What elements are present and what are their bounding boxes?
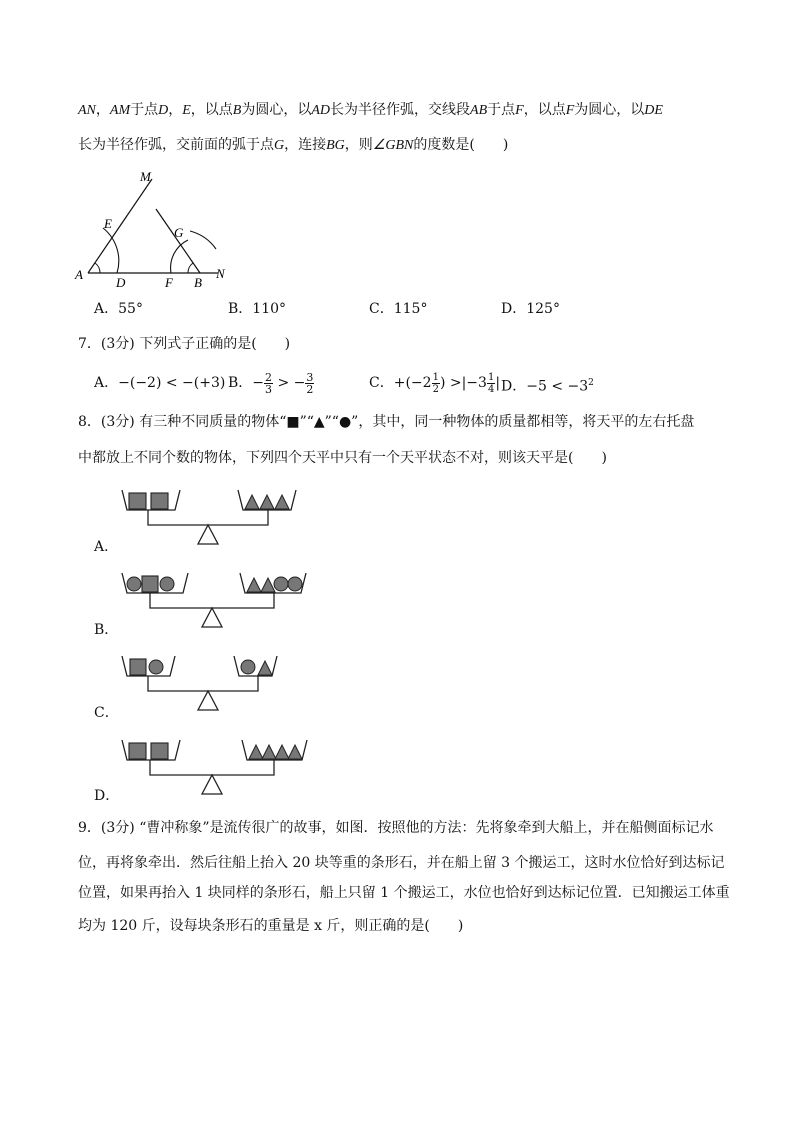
triangle-weight bbox=[275, 495, 289, 509]
q8-option-c[interactable]: C． bbox=[94, 705, 119, 721]
fraction bbox=[264, 372, 273, 395]
square-weight bbox=[151, 743, 168, 759]
angle-mark-a bbox=[95, 263, 100, 273]
triangle-weight bbox=[275, 745, 289, 759]
arc-fg bbox=[171, 240, 188, 273]
option-letter: C． bbox=[369, 301, 394, 317]
q9-line-2: 位，再将象牵出．然后往船上抬入 20 块等重的条形石，并在船上留 3 个搬运工，这时水位恰好到达标记 bbox=[78, 855, 725, 871]
q6-seg: ，以点 bbox=[523, 102, 566, 118]
denominator: 4 bbox=[487, 383, 495, 395]
option-text: 125° bbox=[526, 301, 560, 317]
q6-option-c[interactable] bbox=[369, 299, 427, 319]
triangle-weight bbox=[249, 745, 263, 759]
option-letter: D． bbox=[501, 378, 527, 395]
option-text: −5 < −3 bbox=[526, 378, 589, 395]
label-g: G bbox=[174, 225, 184, 240]
option-letter: A． bbox=[94, 301, 119, 317]
q6-seg: ，以点 bbox=[190, 102, 233, 118]
fulcrum bbox=[198, 525, 218, 544]
option-text: | bbox=[495, 375, 501, 391]
q6-seg-am: AM bbox=[109, 103, 131, 118]
triangle-weight bbox=[245, 495, 259, 509]
triangle-weight bbox=[261, 578, 275, 592]
triangle-weight bbox=[258, 661, 272, 675]
square-weight bbox=[130, 659, 146, 675]
q6-line-1 bbox=[78, 100, 663, 121]
circle-weight bbox=[127, 577, 141, 591]
option-text: +(−2 bbox=[393, 375, 432, 391]
square-weight bbox=[129, 493, 146, 509]
q7-option-d[interactable] bbox=[501, 373, 594, 397]
numerator: 3 bbox=[306, 370, 314, 384]
segment-bg bbox=[156, 209, 200, 273]
q8-stem-1: 8．(3分) 有三种不同质量的物体“■”“▲”“●”，其中，同一种物体的质量都相等，将天平的左右托盘 bbox=[78, 414, 695, 430]
q6-seg-ab: AB bbox=[470, 103, 488, 118]
fulcrum bbox=[202, 608, 222, 627]
balance-c-figure bbox=[118, 653, 280, 715]
fraction bbox=[432, 372, 440, 395]
circle-weight bbox=[160, 577, 174, 591]
label-e: E bbox=[104, 216, 112, 231]
option-text: − bbox=[252, 375, 265, 391]
q6-seg: ，则 bbox=[344, 137, 373, 153]
option-text: ) >|−3 bbox=[439, 375, 487, 391]
q6-seg-bg: BG bbox=[326, 138, 345, 153]
q8-option-d[interactable]: D． bbox=[94, 788, 120, 804]
option-text: > − bbox=[273, 375, 306, 391]
q9-line-3: 位置，如果再抬入 1 块同样的条形石，船上只留 1 个搬运工，水位也恰好到达标记位置．已知搬运工体重 bbox=[78, 885, 730, 901]
q6-seg-de: DE bbox=[644, 103, 663, 118]
option-letter: A． bbox=[94, 375, 119, 391]
triangle-weight bbox=[260, 495, 274, 509]
q8-option-b[interactable]: B． bbox=[94, 622, 119, 638]
square-weight bbox=[142, 576, 158, 592]
geometry-figure bbox=[70, 165, 240, 295]
option-text: 55° bbox=[118, 301, 143, 317]
q9-line-1: 9．(3分) “曹冲称象”是流传很广的故事，如图．按照他的方法：先将象牵到大船上，并在船侧面标记水 bbox=[78, 820, 714, 836]
q6-seg-f: F bbox=[515, 103, 524, 118]
angle-mark-b bbox=[188, 263, 193, 273]
q6-seg-d: D bbox=[158, 103, 169, 118]
q7-option-b[interactable] bbox=[228, 368, 314, 398]
exponent: 2 bbox=[588, 378, 594, 388]
balance-beam bbox=[150, 593, 274, 608]
square-weight bbox=[129, 743, 146, 759]
numerator: 1 bbox=[487, 371, 495, 383]
q6-option-a[interactable] bbox=[94, 299, 143, 319]
label-n: N bbox=[216, 266, 225, 281]
q6-seg-ad: AD bbox=[311, 103, 331, 118]
balance-beam bbox=[150, 760, 274, 775]
circle-weight bbox=[274, 577, 288, 591]
balance-beam bbox=[148, 676, 258, 691]
q6-seg-g: G bbox=[274, 138, 285, 153]
fulcrum bbox=[198, 691, 218, 710]
q7-stem: 7．(3分) 下列式子正确的是( ) bbox=[78, 336, 291, 352]
arc-g-intersect bbox=[190, 231, 216, 249]
q6-seg: ， bbox=[168, 102, 183, 118]
q7-option-a[interactable] bbox=[94, 373, 225, 393]
arc-de bbox=[103, 228, 119, 273]
q6-seg: 为圆心，以 bbox=[241, 102, 312, 118]
fulcrum bbox=[202, 775, 222, 794]
q6-seg: ，连接 bbox=[284, 137, 327, 153]
q6-seg: 于点 bbox=[130, 102, 159, 118]
square-weight bbox=[151, 493, 168, 509]
numerator: 2 bbox=[265, 370, 273, 384]
circle-weight bbox=[241, 660, 255, 674]
triangle-weight bbox=[262, 745, 276, 759]
q6-seg-e: E bbox=[182, 103, 191, 118]
q8-option-a[interactable]: A． bbox=[94, 539, 119, 555]
q6-seg: 长为半径作弧，交前面的弧于点 bbox=[78, 137, 274, 153]
label-m: M bbox=[140, 169, 151, 184]
denominator: 3 bbox=[265, 382, 273, 396]
numerator: 1 bbox=[432, 371, 439, 383]
balance-beam bbox=[148, 510, 268, 525]
option-text: −(−2) < −(+3) bbox=[118, 375, 226, 391]
circle-weight bbox=[149, 660, 163, 674]
denominator: 2 bbox=[306, 382, 314, 396]
option-text: 110° bbox=[252, 301, 287, 317]
q8-stem-2: 中都放上不同个数的物体，下列四个天平中只有一个天平状态不对，则该天平是( ) bbox=[78, 450, 607, 466]
q6-option-b[interactable] bbox=[228, 299, 286, 319]
q6-seg-f2: F bbox=[565, 103, 575, 118]
q6-seg-b: B bbox=[232, 103, 242, 118]
option-letter: C． bbox=[369, 375, 394, 391]
option-letter: D． bbox=[501, 301, 527, 317]
q6-seg: ， bbox=[95, 102, 110, 118]
balance-a-figure bbox=[118, 487, 300, 549]
q6-seg-angle: ∠GBN bbox=[372, 138, 414, 153]
q6-seg: 于点 bbox=[487, 102, 516, 118]
q7-option-c[interactable] bbox=[369, 368, 500, 398]
label-b: B bbox=[194, 275, 202, 290]
label-a: A bbox=[75, 267, 83, 282]
label-d: D bbox=[116, 275, 126, 290]
option-text: 115° bbox=[393, 301, 428, 317]
q6-seg: 的度数是( ) bbox=[413, 137, 509, 153]
q6-option-d[interactable] bbox=[501, 299, 560, 319]
q6-seg-an: AN bbox=[78, 103, 96, 118]
denominator: 2 bbox=[432, 383, 439, 395]
option-letter: B． bbox=[228, 301, 253, 317]
circle-weight bbox=[288, 577, 302, 591]
balance-b-figure bbox=[118, 570, 308, 632]
ray-am bbox=[88, 179, 152, 273]
triangle-weight bbox=[247, 578, 261, 592]
q6-seg: 长为半径作弧，交线段 bbox=[330, 102, 471, 118]
q6-seg: 为圆心，以 bbox=[574, 102, 645, 118]
q6-line-2 bbox=[78, 135, 508, 156]
label-f: F bbox=[165, 275, 173, 290]
q9-line-4: 均为 120 斤，设每块条形石的重量是 x 斤，则正确的是( ) bbox=[78, 918, 464, 934]
option-letter: B． bbox=[228, 375, 253, 391]
fraction bbox=[305, 372, 314, 395]
triangle-weight bbox=[288, 745, 302, 759]
balance-d-figure bbox=[118, 737, 310, 799]
